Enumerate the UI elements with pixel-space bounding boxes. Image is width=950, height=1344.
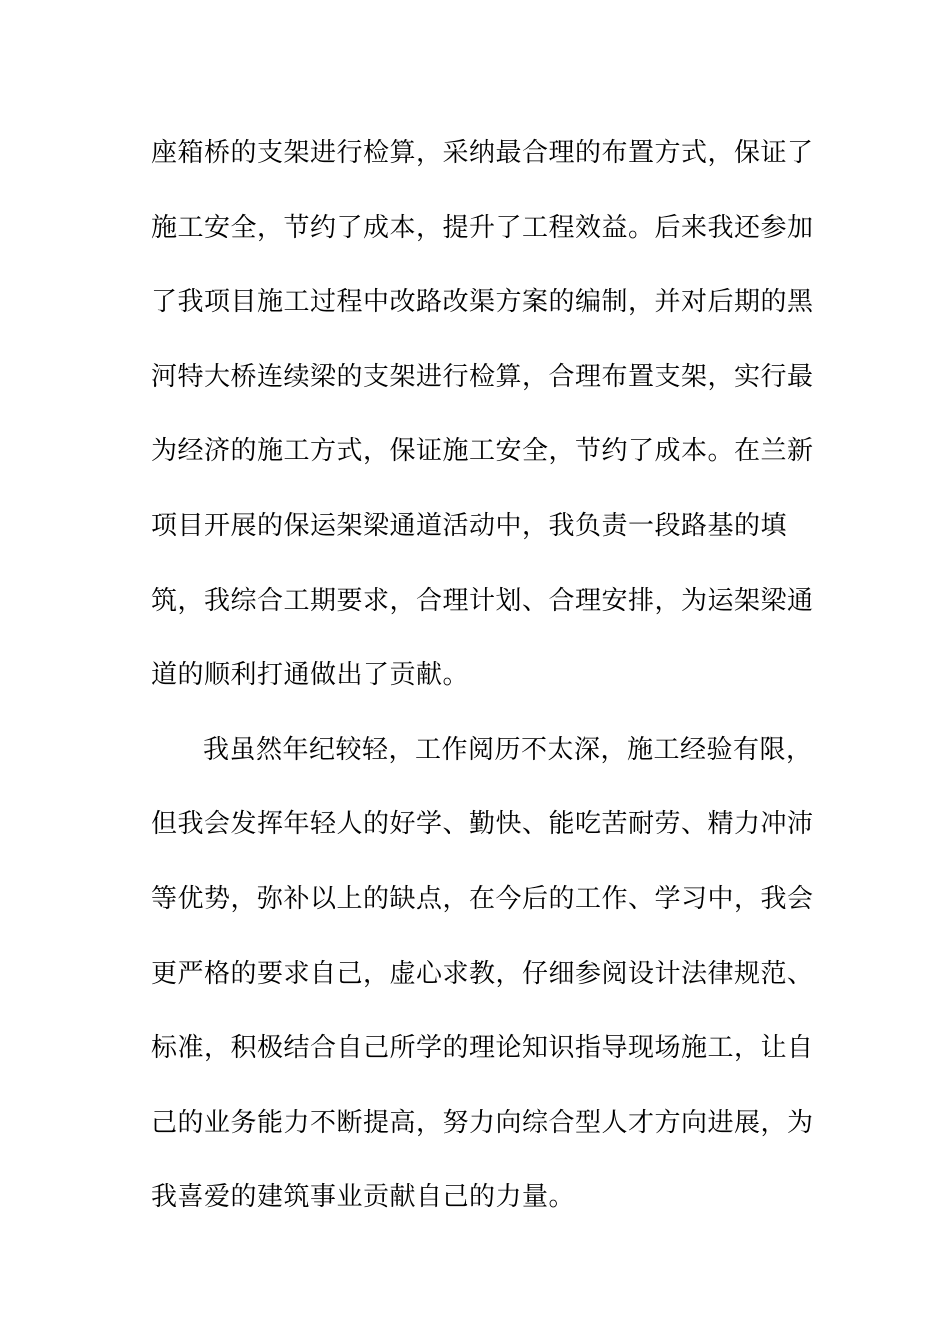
text-line: 为经济的施工方式，保证施工安全，节约了成本。在兰新 <box>151 436 814 467</box>
text-line: 道的顺利打通做出了贡献。 <box>151 660 470 691</box>
text-line: 项目开展的保运架梁通道活动中，我负责一段路基的填 <box>151 510 788 541</box>
text-line: 筑，我综合工期要求，合理计划、合理安排，为运架梁通 <box>151 585 814 616</box>
text-line: 河特大桥连续梁的支架进行检算，合理布置支架，实行最 <box>151 361 814 392</box>
body-text <box>151 128 814 1247</box>
paragraph-first-line: 我虽然年纪较轻，工作阅历不太深，施工经验有限， <box>203 734 813 765</box>
text-line: 己的业务能力不断提高，努力向综合型人才方向进展，为 <box>151 1107 814 1138</box>
text-line: 座箱桥的支架进行检算，采纳最合理的布置方式，保证了 <box>151 138 814 168</box>
text-line: 更严格的要求自己，虚心求教，仔细参阅设计法律规范、 <box>151 958 814 989</box>
text-line: 标准，积极结合自己所学的理论知识指导现场施工，让自 <box>151 1033 814 1064</box>
text-line: 施工安全，节约了成本，提升了工程效益。后来我还参加 <box>151 212 814 243</box>
text-line: 我喜爱的建筑事业贡献自己的力量。 <box>151 1182 576 1213</box>
text-line: 等优势，弥补以上的缺点，在今后的工作、学习中，我会 <box>151 883 814 914</box>
text-line: 但我会发挥年轻人的好学、勤快、能吃苦耐劳、精力冲沛 <box>151 809 814 840</box>
text-line: 了我项目施工过程中改路改渠方案的编制，并对后期的黑 <box>151 287 814 318</box>
